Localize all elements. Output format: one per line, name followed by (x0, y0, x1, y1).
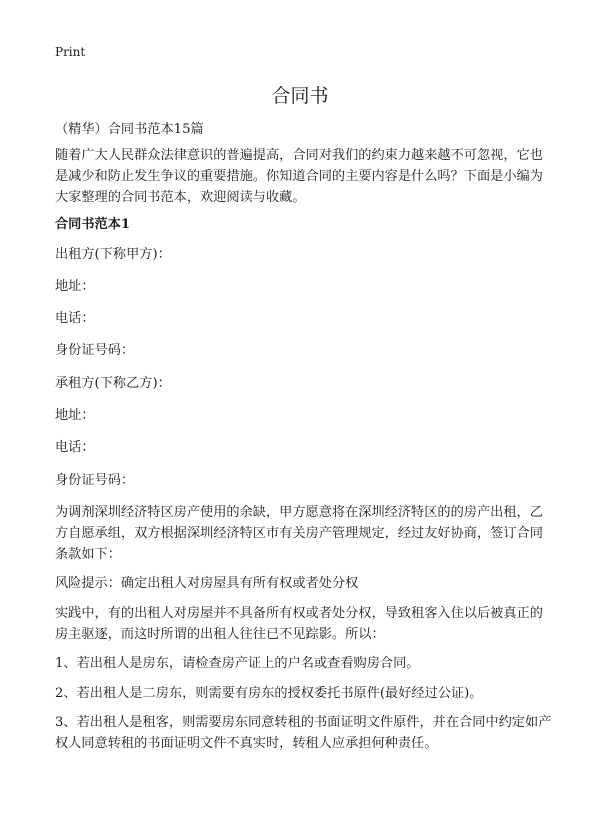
risk-notice: 风险提示：确定出租人对房屋具有所有权或者处分权 (55, 576, 359, 592)
clause-2: 2、若出租人是二房东，则需要有房东的授权委托书原件(最好经过公证)。 (55, 685, 483, 701)
print-link[interactable]: Print (55, 45, 86, 59)
page-title: 合同书 (271, 85, 329, 107)
document-body (55, 119, 553, 763)
clause-3: 3、若出租人是租客，则需要房东同意转租的书面证明文件原件，并在合同中约定如产权人同意转租的书面证明文件不真实时，转租人应承担何种责任。 (55, 715, 552, 752)
field-lessee-phone: 电话： (55, 440, 95, 456)
intro-paragraph: 随着广大人民群众法律意识的普遍提高，合同对我们的约束力越来越不可忽视，它也是减少和防止发生争议的重要措施。你知道合同的主要内容是什么吗？下面是小编为大家整理的合同书范本，欢迎阅读与收藏。 (55, 148, 543, 205)
field-lessor-address: 地址： (55, 278, 95, 294)
practice-paragraph: 实践中，有的出租人对房屋并不具备所有权或者处分权，导致租客入住以后被真正的房主驱逐，而这时所谓的出租人往往已不见踪影。所以： (55, 605, 543, 642)
purpose-paragraph: 为调剂深圳经济特区房产使用的余缺，甲方愿意将在深圳经济特区的的房产出租，乙方自愿承组，双方根据深圳经济特区市有关房产管理规定，经过友好协商，签订合同条款如下： (55, 504, 543, 562)
field-lessee-address: 地址： (55, 407, 95, 423)
field-lessee-id: 身份证号码： (55, 472, 135, 488)
field-lessor-id: 身份证号码： (55, 343, 135, 359)
section-heading: 合同书范本1 (55, 217, 131, 232)
clause-1: 1、若出租人是房东，请检查房产证上的户名或查看购房合同。 (55, 656, 420, 672)
field-lessee: 承租方(下称乙方)： (55, 375, 171, 391)
document-subtitle: （精华）合同书范本15篇 (55, 122, 204, 137)
field-lessor: 出租方(下称甲方)： (55, 246, 171, 262)
field-lessor-phone: 电话： (55, 311, 95, 327)
